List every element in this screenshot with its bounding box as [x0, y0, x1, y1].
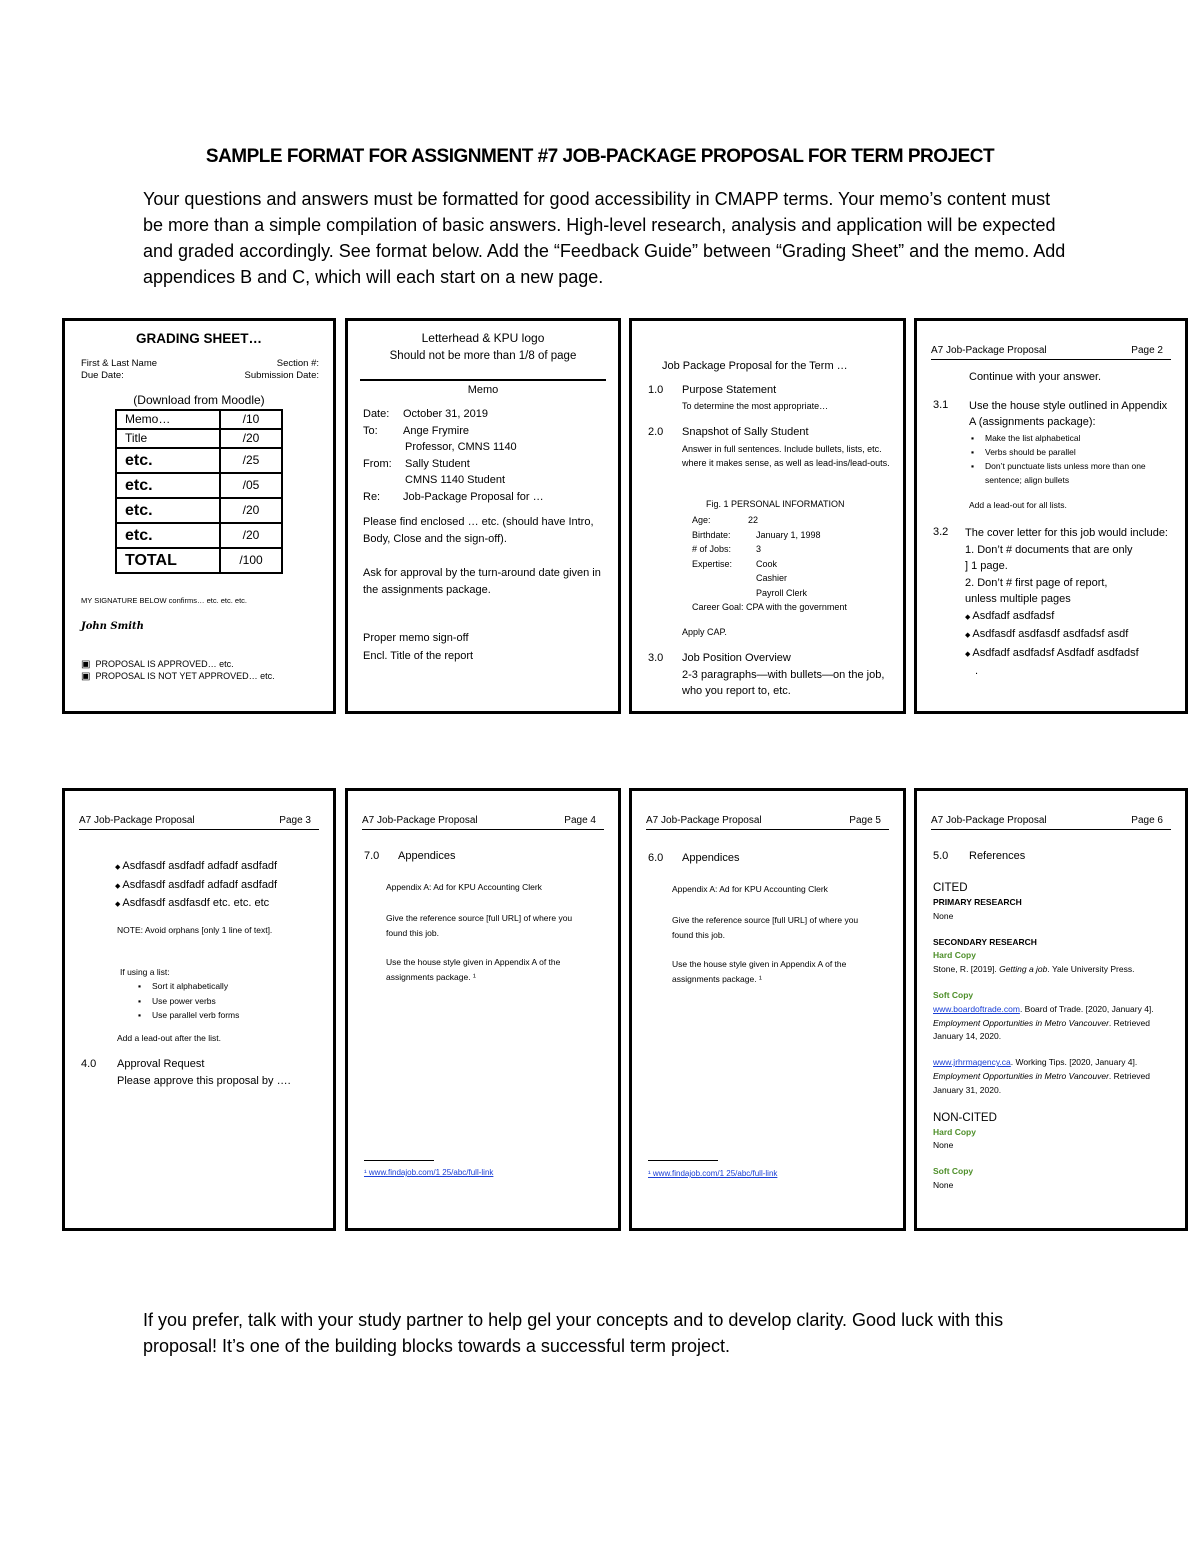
- expertise-value: Cook: [756, 558, 778, 569]
- header-title: A7 Job-Package Proposal: [931, 815, 1047, 826]
- footnote-link[interactable]: ¹ www.findajob.com/1 25/abc/full-link: [364, 1168, 494, 1177]
- ref-link[interactable]: www.boardoftrade.com: [933, 1003, 1020, 1014]
- house-style-note: Use the house style given in Appendix A of the assignments package. ¹: [386, 957, 561, 982]
- row-value: /20: [220, 523, 282, 548]
- house-style-note: Use the house style given in Appendix A of the assignments package. ¹: [672, 959, 847, 984]
- section-title: Job Position Overview: [682, 652, 791, 664]
- soft-copy-label: Soft Copy: [933, 989, 974, 1000]
- leadout-note: Add a lead-out after the list.: [117, 1033, 221, 1043]
- figure-caption: Fig. 1 PERSONAL INFORMATION: [706, 499, 845, 509]
- soft-copy-label: Soft Copy: [933, 1166, 974, 1177]
- list-item: ▪ Verbs should be parallel: [985, 445, 1175, 459]
- secondary-heading: SECONDARY RESEARCH: [933, 936, 1037, 947]
- cited-heading: CITED: [933, 882, 968, 894]
- page-number: Page 4: [564, 815, 596, 826]
- expertise-value: Payroll Clerk: [756, 587, 808, 598]
- section-label: Section #:: [276, 358, 319, 369]
- page-header: [931, 813, 1171, 830]
- list-item: ◆ Asdfasdf asdfadf adfadf asdfadf: [115, 877, 335, 896]
- list-item: unless multiple pages: [965, 593, 1071, 605]
- section-number: 3.1: [933, 399, 949, 411]
- appendix-title: Appendix A: Ad for KPU Accounting Clerk: [672, 884, 828, 894]
- list-item: ◆ Asdfadf asdfadsf Asdfadf asdfadsf: [965, 645, 1175, 664]
- memo-signoff: Proper memo sign-off: [363, 632, 469, 644]
- jobs-value: 3: [756, 544, 762, 554]
- table-row: [116, 448, 282, 473]
- expertise-label: Expertise:: [692, 558, 733, 569]
- list-item: ▪ Use power verbs: [152, 994, 312, 1009]
- table-row: [116, 523, 282, 548]
- section-title: Snapshot of Sally Student: [682, 426, 809, 438]
- ref-author: Stone, R. [2019].: [933, 964, 997, 975]
- section-number: 7.0: [364, 850, 380, 862]
- diamond-list: [115, 858, 335, 914]
- not-approved-checkbox[interactable]: [81, 669, 275, 684]
- section-number: 3.2: [933, 526, 949, 538]
- header-title: A7 Job-Package Proposal: [79, 815, 195, 826]
- row-value: /05: [220, 473, 282, 498]
- row-value: /20: [220, 498, 282, 523]
- re-value: Job-Package Proposal for …: [403, 490, 544, 503]
- birthdate-label: Birthdate:: [692, 529, 731, 540]
- list-item: ] 1 page.: [965, 560, 1008, 572]
- section-text: 2-3 paragraphs—with bullets—on the job, who you report to, etc.: [682, 669, 885, 697]
- grading-heading: GRADING SHEET…: [135, 331, 262, 346]
- references-list: [933, 880, 1173, 1193]
- leadout-note: Add a lead-out for all lists.: [969, 500, 1067, 510]
- ref-publisher: . Yale University Press.: [1047, 964, 1135, 975]
- list-item: 2. Don’t # first page of report,: [965, 576, 1108, 589]
- table-row: [116, 429, 282, 448]
- row-label: TOTAL: [116, 548, 220, 573]
- section-title: Appendices: [682, 852, 740, 864]
- report-page-1: [629, 318, 906, 714]
- list-guidelines: [152, 979, 312, 1023]
- report-page-6: [914, 788, 1188, 1231]
- hard-copy-label: Hard Copy: [933, 1126, 976, 1137]
- list-item: ◆ Asdfadf asdfadsf: [965, 608, 1175, 627]
- closing-paragraph: If you prefer, talk with your study partner to help gel your concepts and to develop clarity. Good luck with this proposal! It’s one of the building blocks towards a successful term project.: [143, 1310, 1004, 1356]
- continue-note: Continue with your answer.: [969, 371, 1102, 383]
- age-label: Age:: [692, 515, 711, 525]
- reference-note: Give the reference source [full URL] of where you found this job.: [672, 915, 859, 940]
- row-label: etc.: [116, 448, 220, 473]
- section-number: 6.0: [648, 852, 664, 864]
- approved-label: PROPOSAL IS APPROVED… etc.: [95, 659, 234, 669]
- birthdate-value: January 1, 1998: [756, 529, 821, 540]
- from-label: From:: [363, 457, 392, 470]
- report-page-4: [345, 788, 621, 1231]
- table-row: [116, 548, 282, 573]
- ref-retrieved: . Retrieved January 14, 2020.: [933, 1017, 1151, 1042]
- row-label: etc.: [116, 523, 220, 548]
- list-item: ▪ Use parallel verb forms: [152, 1008, 312, 1023]
- memo-panel: [345, 318, 621, 714]
- section-number: 5.0: [933, 850, 949, 862]
- none-text: None: [933, 910, 954, 921]
- letterhead-note: Should not be more than 1/8 of page: [389, 350, 577, 362]
- grading-table: [115, 409, 283, 574]
- apply-note: Apply CAP.: [682, 627, 727, 637]
- report-page-3: [62, 788, 336, 1231]
- reference-note: Give the reference source [full URL] of where you found this job.: [386, 913, 573, 938]
- grading-sheet-panel: [62, 318, 336, 714]
- hard-copy-label: Hard Copy: [933, 950, 976, 961]
- house-style-list: [985, 431, 1175, 487]
- due-date-label: Due Date:: [81, 370, 124, 381]
- none-text: None: [933, 1179, 954, 1190]
- section-number: 4.0: [81, 1058, 97, 1070]
- section-text: Answer in full sentences. Include bullets, lists, etc. where it makes sense, as well as lead-ins/lead-outs.: [682, 444, 890, 468]
- to-label: To:: [363, 424, 378, 437]
- intro-paragraph: Your questions and answers must be formatted for good accessibility in CMAPP terms. Your memo’s content must be more than a simple compilation of basic answers. High-level research, analysis and application will be expected and graded accordingly. See format below. Add the “Feedback Guide” between “Grading Sheet” and the memo. Add appendices B and C, which will each start on a new page.: [143, 189, 1066, 287]
- row-value: /20: [220, 429, 282, 448]
- footnote-rule: [364, 1160, 434, 1161]
- page-number: Page 6: [1131, 815, 1163, 826]
- signature-line: MY SIGNATURE BELOW confirms… etc. etc. etc.: [81, 596, 248, 605]
- section-text: Please approve this proposal by ….: [117, 1075, 291, 1087]
- row-label: etc.: [116, 498, 220, 523]
- date-label: Date:: [363, 408, 390, 420]
- list-item: ▪ Sort it alphabetically: [152, 979, 312, 994]
- report-heading: Job Package Proposal for the Term …: [662, 360, 848, 372]
- signature: John Smith: [81, 621, 144, 632]
- to-value: Ange Frymire: [403, 424, 470, 437]
- page-number: Page 5: [849, 815, 881, 826]
- noncited-heading: NON-CITED: [933, 1111, 997, 1124]
- memo-enclosure: Encl. Title of the report: [363, 650, 474, 662]
- page-title: SAMPLE FORMAT FOR ASSIGNMENT #7 JOB-PACKAGE PROPOSAL FOR TERM PROJECT: [205, 146, 995, 167]
- page-header: [646, 813, 889, 830]
- table-row: [116, 410, 282, 429]
- section-number: 3.0: [648, 652, 664, 664]
- from-value: Sally Student: [405, 457, 470, 470]
- section-text: To determine the most appropriate…: [682, 401, 829, 411]
- list-item: ◆ Asdfasdf asdfasdf asdfadsf asdf: [965, 626, 1175, 645]
- letterhead: Letterhead & KPU logo: [421, 331, 545, 345]
- row-value: /10: [220, 410, 282, 429]
- memo-fields: [363, 406, 613, 505]
- date-value: October 31, 2019: [403, 408, 489, 420]
- section-text: Use the house style outlined in Appendix A (assignments package):: [969, 400, 1168, 428]
- career-goal: Career Goal: CPA with the government: [692, 602, 847, 612]
- section-number: 2.0: [648, 426, 664, 438]
- table-row: [116, 473, 282, 498]
- ref-source: . Working Tips. [2020, January 4].: [1010, 1057, 1138, 1068]
- page-number: Page 3: [279, 815, 311, 826]
- row-label: etc.: [116, 473, 220, 498]
- age-value: 22: [748, 515, 759, 525]
- report-page-5: [629, 788, 906, 1231]
- cover-letter-section: [965, 525, 1175, 680]
- download-note: (Download from Moodle): [133, 393, 265, 407]
- none-text: None: [933, 1140, 954, 1151]
- list-item: ◆ Asdfasdf asdfadf adfadf asdfadf: [115, 858, 335, 877]
- to-title: Professor, CMNS 1140: [405, 441, 517, 453]
- memo-body-1: Please find enclosed … etc. (should have Intro, Body, Close and the sign-off).: [363, 516, 594, 545]
- section-title: References: [969, 850, 1026, 862]
- header-title: A7 Job-Package Proposal: [362, 815, 478, 826]
- memo-heading: Memo: [467, 384, 499, 396]
- footnote-link[interactable]: ¹ www.findajob.com/1 25/abc/full-link: [648, 1169, 778, 1178]
- personal-info: [692, 513, 892, 615]
- orphan-note: NOTE: Avoid orphans [only 1 line of text].: [117, 925, 273, 935]
- appendix-title: Appendix A: Ad for KPU Accounting Clerk: [386, 882, 542, 892]
- page-number: Page 2: [1131, 345, 1163, 356]
- section-text: The cover letter for this job would include:: [965, 527, 1168, 539]
- page-header: [79, 813, 319, 830]
- jobs-label: # of Jobs:: [692, 544, 732, 554]
- list-intro: If using a list:: [120, 967, 170, 977]
- row-label: Title: [116, 429, 220, 448]
- letterhead-divider: [360, 379, 606, 381]
- ref-source: . Board of Trade. [2020, January 4].: [1019, 1003, 1154, 1014]
- page-header: [362, 813, 604, 830]
- ref-title: Employment Opportunities in Metro Vancouver: [933, 1017, 1109, 1028]
- section-title: Approval Request: [117, 1058, 205, 1070]
- header-title: A7 Job-Package Proposal: [931, 345, 1047, 356]
- ref-title: Employment Opportunities in Metro Vancouver: [933, 1070, 1109, 1081]
- memo-body-2: Ask for approval by the turn-around date given in the assignments package.: [363, 567, 601, 596]
- page-header: [931, 343, 1171, 360]
- section-title: Purpose Statement: [682, 384, 777, 396]
- row-value: /100: [220, 548, 282, 573]
- dot: .: [975, 665, 979, 677]
- table-row: [116, 498, 282, 523]
- header-title: A7 Job-Package Proposal: [646, 815, 762, 826]
- expertise-value: Cashier: [756, 573, 788, 583]
- not-approved-label: PROPOSAL IS NOT YET APPROVED… etc.: [95, 671, 275, 681]
- submission-date-label: Submission Date:: [244, 370, 319, 381]
- from-title: CMNS 1140 Student: [405, 474, 506, 486]
- ref-title: Getting a job: [999, 964, 1048, 975]
- first-last-label: First & Last Name: [81, 358, 158, 369]
- section-number: 1.0: [648, 384, 664, 396]
- footnote-rule: [648, 1160, 718, 1161]
- list-item: ◆ Asdfasdf asdfasdf etc. etc. etc: [115, 895, 335, 914]
- row-value: /25: [220, 448, 282, 473]
- list-item: ▪ Make the list alphabetical: [985, 431, 1175, 445]
- list-item: ▪ Don’t punctuate lists unless more than one sentence; align bullets: [985, 459, 1175, 487]
- section-title: Appendices: [398, 850, 456, 862]
- primary-heading: PRIMARY RESEARCH: [933, 897, 1022, 907]
- ref-retrieved: . Retrieved January 31, 2020.: [933, 1070, 1151, 1095]
- row-label: Memo…: [116, 410, 220, 429]
- list-item: 1. Don’t # documents that are only: [965, 543, 1133, 556]
- ref-link[interactable]: www.jrhrmagency.ca: [933, 1057, 1011, 1068]
- re-label: Re:: [363, 490, 381, 503]
- report-page-2: [914, 318, 1188, 714]
